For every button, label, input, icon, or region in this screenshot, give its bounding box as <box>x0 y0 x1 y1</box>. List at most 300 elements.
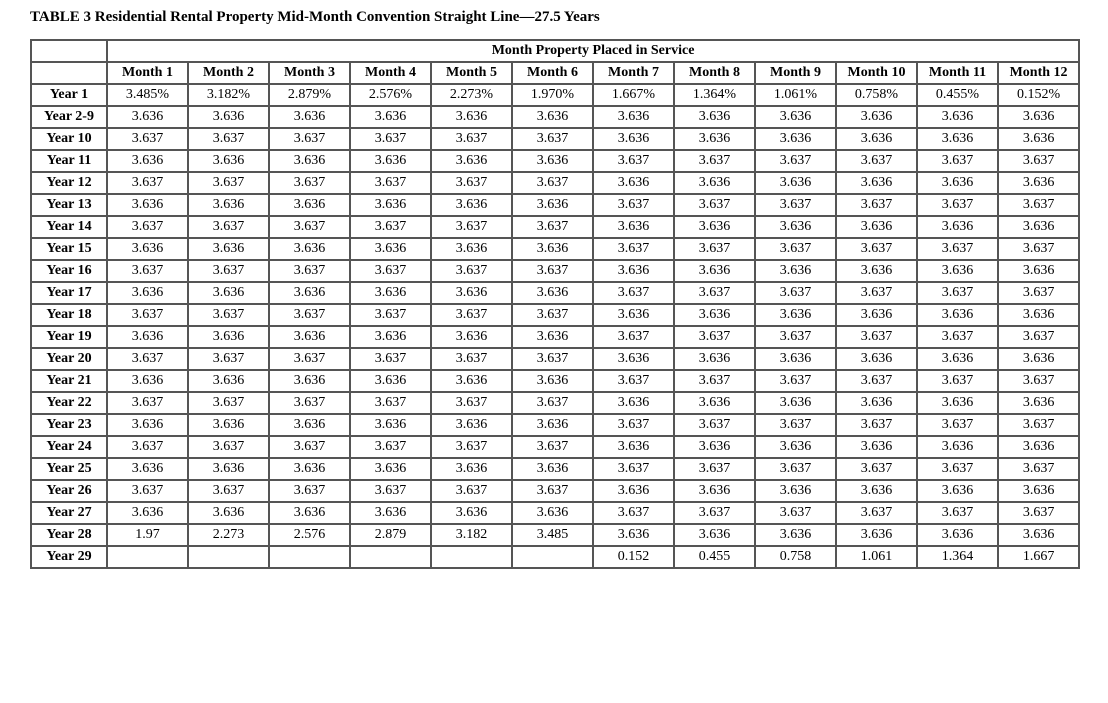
column-header: Month 1 <box>107 62 188 84</box>
table-cell: 3.636 <box>836 106 917 128</box>
table-cell: 3.636 <box>917 524 998 546</box>
table-cell: 3.636 <box>998 216 1079 238</box>
table-cell: 3.636 <box>512 282 593 304</box>
table-row <box>31 282 1079 304</box>
table-cell: 3.637 <box>269 172 350 194</box>
table-cell: 3.637 <box>188 392 269 414</box>
table-cell: 3.637 <box>512 128 593 150</box>
table-cell <box>350 546 431 568</box>
table-cell: 3.637 <box>431 172 512 194</box>
table-cell: 3.637 <box>836 150 917 172</box>
table-cell: 3.636 <box>188 502 269 524</box>
table-row <box>31 84 1079 106</box>
table-cell: 3.637 <box>998 194 1079 216</box>
table-cell: 3.636 <box>593 436 674 458</box>
table-cell: 3.636 <box>188 326 269 348</box>
table-cell: 3.637 <box>188 128 269 150</box>
table-row <box>31 370 1079 392</box>
table-row <box>31 238 1079 260</box>
table-cell: 3.636 <box>998 260 1079 282</box>
row-header: Year 27 <box>31 502 107 524</box>
table-cell: 3.637 <box>350 480 431 502</box>
table-cell: 3.636 <box>998 172 1079 194</box>
table-cell: 3.637 <box>269 480 350 502</box>
table-cell: 3.636 <box>107 106 188 128</box>
table-cell: 3.637 <box>593 238 674 260</box>
table-cell: 3.636 <box>350 238 431 260</box>
table-cell: 3.636 <box>917 106 998 128</box>
table-cell: 3.637 <box>431 392 512 414</box>
table-cell: 3.637 <box>836 370 917 392</box>
table-cell: 3.637 <box>917 502 998 524</box>
table-cell: 3.637 <box>188 216 269 238</box>
table-row <box>31 106 1079 128</box>
table-cell: 2.273% <box>431 84 512 106</box>
table-cell: 3.637 <box>269 436 350 458</box>
table-cell: 1.97 <box>107 524 188 546</box>
table-cell: 3.636 <box>431 458 512 480</box>
row-header: Year 25 <box>31 458 107 480</box>
table-cell: 3.637 <box>998 502 1079 524</box>
table-cell: 3.636 <box>593 348 674 370</box>
table-cell: 3.636 <box>593 304 674 326</box>
table-cell: 3.637 <box>350 260 431 282</box>
table-cell: 3.637 <box>512 348 593 370</box>
table-cell: 3.637 <box>593 150 674 172</box>
table-row <box>31 348 1079 370</box>
table-cell: 3.636 <box>269 458 350 480</box>
table-cell: 3.636 <box>188 458 269 480</box>
table-cell: 3.637 <box>755 458 836 480</box>
table-cell: 3.636 <box>998 348 1079 370</box>
table-cell: 3.637 <box>431 436 512 458</box>
table-cell: 3.637 <box>269 392 350 414</box>
table-cell <box>269 546 350 568</box>
table-cell: 3.636 <box>674 480 755 502</box>
table-cell: 3.636 <box>107 150 188 172</box>
table-cell: 3.182% <box>188 84 269 106</box>
table-cell: 3.636 <box>269 106 350 128</box>
table-cell: 3.485 <box>512 524 593 546</box>
row-header: Year 15 <box>31 238 107 260</box>
table-row <box>31 502 1079 524</box>
table-cell: 3.637 <box>188 436 269 458</box>
table-cell: 3.637 <box>674 282 755 304</box>
table-cell: 3.637 <box>998 150 1079 172</box>
row-header: Year 18 <box>31 304 107 326</box>
table-cell: 3.636 <box>107 238 188 260</box>
table-cell: 1.364% <box>674 84 755 106</box>
table-cell: 3.636 <box>674 524 755 546</box>
table-cell: 3.636 <box>512 194 593 216</box>
table-cell: 3.637 <box>674 458 755 480</box>
table-cell: 3.637 <box>431 260 512 282</box>
table-cell: 3.636 <box>674 348 755 370</box>
table-cell: 3.636 <box>188 150 269 172</box>
table-cell: 3.637 <box>512 304 593 326</box>
table-cell: 3.636 <box>431 238 512 260</box>
table-cell: 3.636 <box>836 260 917 282</box>
table-cell: 3.636 <box>431 150 512 172</box>
table-cell: 3.636 <box>755 480 836 502</box>
table-cell: 3.637 <box>593 370 674 392</box>
table-cell: 3.637 <box>593 326 674 348</box>
table-row <box>31 304 1079 326</box>
table-cell: 3.636 <box>350 370 431 392</box>
row-header: Year 2-9 <box>31 106 107 128</box>
table-cell: 3.636 <box>917 392 998 414</box>
column-header: Month 11 <box>917 62 998 84</box>
row-header: Year 21 <box>31 370 107 392</box>
table-cell: 3.637 <box>188 480 269 502</box>
table-cell: 1.364 <box>917 546 998 568</box>
table-row <box>31 216 1079 238</box>
table-cell: 3.636 <box>593 480 674 502</box>
table-cell: 3.636 <box>917 348 998 370</box>
table-row <box>31 326 1079 348</box>
table-cell: 3.636 <box>107 502 188 524</box>
table-cell: 3.182 <box>431 524 512 546</box>
table-cell: 3.637 <box>674 238 755 260</box>
table-cell: 2.576 <box>269 524 350 546</box>
row-header: Year 20 <box>31 348 107 370</box>
table-cell: 3.637 <box>107 260 188 282</box>
table-cell: 3.636 <box>917 128 998 150</box>
table-cell: 3.637 <box>431 348 512 370</box>
table-cell: 3.636 <box>674 260 755 282</box>
table-cell: 3.637 <box>107 348 188 370</box>
table-cell: 3.636 <box>593 524 674 546</box>
table-row <box>31 436 1079 458</box>
table-cell: 3.637 <box>998 414 1079 436</box>
table-row <box>31 260 1079 282</box>
depreciation-table <box>30 39 1080 569</box>
row-header: Year 26 <box>31 480 107 502</box>
table-cell: 3.636 <box>593 172 674 194</box>
table-cell: 3.637 <box>836 282 917 304</box>
row-header: Year 16 <box>31 260 107 282</box>
table-cell: 3.637 <box>269 348 350 370</box>
table-cell: 3.636 <box>836 480 917 502</box>
table-cell: 3.637 <box>512 436 593 458</box>
table-cell: 0.152 <box>593 546 674 568</box>
table-cell: 3.636 <box>431 370 512 392</box>
table-cell: 3.637 <box>188 348 269 370</box>
table-cell: 3.636 <box>350 414 431 436</box>
table-header <box>31 40 1079 84</box>
table-cell: 3.636 <box>593 106 674 128</box>
table-cell: 3.637 <box>755 238 836 260</box>
table-cell: 3.636 <box>107 282 188 304</box>
table-cell: 3.637 <box>431 304 512 326</box>
table-cell: 3.636 <box>836 304 917 326</box>
table-cell <box>107 546 188 568</box>
table-cell: 3.485% <box>107 84 188 106</box>
table-cell: 3.637 <box>269 128 350 150</box>
table-cell: 3.636 <box>998 128 1079 150</box>
table-cell: 3.636 <box>755 524 836 546</box>
table-cell: 3.636 <box>350 502 431 524</box>
table-cell: 3.637 <box>917 414 998 436</box>
table-cell: 3.636 <box>836 436 917 458</box>
table-cell: 3.637 <box>755 150 836 172</box>
table-cell: 3.637 <box>593 194 674 216</box>
table-cell: 3.637 <box>350 216 431 238</box>
table-cell: 3.637 <box>350 436 431 458</box>
table-cell: 3.636 <box>836 348 917 370</box>
table-cell: 3.636 <box>269 414 350 436</box>
table-cell: 3.636 <box>188 106 269 128</box>
table-cell: 2.273 <box>188 524 269 546</box>
table-cell: 3.636 <box>674 436 755 458</box>
table-cell: 3.637 <box>593 282 674 304</box>
table-cell: 3.636 <box>755 216 836 238</box>
month-header-row <box>31 62 1079 84</box>
table-cell: 3.636 <box>755 304 836 326</box>
column-header: Month 5 <box>431 62 512 84</box>
table-row <box>31 150 1079 172</box>
table-cell <box>431 546 512 568</box>
table-cell: 3.636 <box>917 304 998 326</box>
table-cell: 3.637 <box>674 326 755 348</box>
table-cell: 3.636 <box>998 524 1079 546</box>
table-cell: 3.636 <box>674 106 755 128</box>
table-cell: 3.636 <box>674 172 755 194</box>
column-header: Month 4 <box>350 62 431 84</box>
table-cell: 3.636 <box>512 106 593 128</box>
table-cell: 3.636 <box>512 502 593 524</box>
table-cell: 3.637 <box>674 150 755 172</box>
table-cell: 0.758% <box>836 84 917 106</box>
table-cell: 3.637 <box>755 414 836 436</box>
table-cell: 3.637 <box>755 370 836 392</box>
table-cell: 3.636 <box>350 458 431 480</box>
table-cell: 3.637 <box>107 480 188 502</box>
table-cell: 3.637 <box>674 502 755 524</box>
table-cell: 3.636 <box>917 172 998 194</box>
row-header: Year 29 <box>31 546 107 568</box>
table-cell: 0.152% <box>998 84 1079 106</box>
table-cell: 3.637 <box>755 194 836 216</box>
table-cell: 3.636 <box>350 106 431 128</box>
table-cell: 3.637 <box>269 216 350 238</box>
group-header: Month Property Placed in Service <box>107 40 1079 62</box>
column-header: Month 2 <box>188 62 269 84</box>
table-cell: 3.637 <box>512 172 593 194</box>
table-cell: 3.636 <box>431 502 512 524</box>
table-cell: 3.637 <box>350 392 431 414</box>
table-cell: 3.637 <box>836 194 917 216</box>
table-cell: 3.636 <box>836 216 917 238</box>
table-cell: 1.667 <box>998 546 1079 568</box>
table-cell: 3.636 <box>674 304 755 326</box>
table-cell: 3.636 <box>188 282 269 304</box>
table-cell: 3.637 <box>431 480 512 502</box>
table-cell: 3.637 <box>917 194 998 216</box>
table-cell: 3.637 <box>674 194 755 216</box>
table-cell: 3.636 <box>431 194 512 216</box>
row-header: Year 23 <box>31 414 107 436</box>
table-cell: 3.637 <box>107 128 188 150</box>
table-cell: 3.636 <box>350 150 431 172</box>
table-cell: 3.636 <box>917 436 998 458</box>
table-cell: 3.636 <box>998 480 1079 502</box>
table-cell: 3.637 <box>917 458 998 480</box>
column-header: Month 9 <box>755 62 836 84</box>
table-cell: 3.636 <box>755 392 836 414</box>
table-cell: 3.636 <box>593 392 674 414</box>
table-cell: 3.636 <box>674 216 755 238</box>
table-cell: 3.637 <box>512 480 593 502</box>
table-cell: 3.636 <box>593 216 674 238</box>
table-cell: 3.636 <box>269 370 350 392</box>
table-cell: 0.758 <box>755 546 836 568</box>
table-cell: 3.637 <box>836 326 917 348</box>
table-cell: 3.636 <box>755 172 836 194</box>
row-header: Year 12 <box>31 172 107 194</box>
table-cell: 3.636 <box>755 106 836 128</box>
table-row <box>31 172 1079 194</box>
table-row <box>31 524 1079 546</box>
table-cell: 3.636 <box>512 238 593 260</box>
table-cell: 3.636 <box>998 436 1079 458</box>
table-cell: 3.637 <box>512 392 593 414</box>
table-cell: 3.637 <box>431 128 512 150</box>
table-cell: 3.637 <box>593 502 674 524</box>
table-title: TABLE 3 Residential Rental Property Mid-Month Convention Straight Line—27.5 Years <box>30 9 600 25</box>
table-cell: 3.637 <box>755 502 836 524</box>
row-header: Year 17 <box>31 282 107 304</box>
table-cell: 0.455 <box>674 546 755 568</box>
row-header: Year 11 <box>31 150 107 172</box>
table-cell: 3.636 <box>431 326 512 348</box>
table-cell: 3.637 <box>431 216 512 238</box>
table-cell: 3.637 <box>512 216 593 238</box>
row-header: Year 28 <box>31 524 107 546</box>
table-cell: 3.636 <box>836 524 917 546</box>
table-cell: 3.637 <box>836 238 917 260</box>
row-header: Year 1 <box>31 84 107 106</box>
table-cell: 3.636 <box>269 238 350 260</box>
table-cell: 3.636 <box>755 348 836 370</box>
table-cell: 3.636 <box>188 370 269 392</box>
table-row <box>31 128 1079 150</box>
table-cell: 3.637 <box>998 326 1079 348</box>
table-cell: 3.636 <box>917 216 998 238</box>
table-cell: 3.637 <box>836 414 917 436</box>
table-cell: 3.637 <box>107 216 188 238</box>
table-cell: 3.637 <box>917 326 998 348</box>
column-header: Month 12 <box>998 62 1079 84</box>
group-header-row <box>31 40 1079 62</box>
table-cell: 3.636 <box>998 304 1079 326</box>
table-cell: 3.636 <box>107 370 188 392</box>
row-header: Year 14 <box>31 216 107 238</box>
table-cell: 3.637 <box>755 282 836 304</box>
table-cell <box>512 546 593 568</box>
table-cell: 1.667% <box>593 84 674 106</box>
table-cell: 3.636 <box>836 392 917 414</box>
table-cell: 3.636 <box>512 150 593 172</box>
table-cell: 3.637 <box>998 238 1079 260</box>
table-cell: 3.636 <box>269 326 350 348</box>
column-header: Month 8 <box>674 62 755 84</box>
table-cell: 3.637 <box>836 502 917 524</box>
table-cell: 3.636 <box>836 172 917 194</box>
table-cell: 3.637 <box>998 370 1079 392</box>
table-cell: 3.637 <box>269 304 350 326</box>
table-cell: 3.636 <box>269 282 350 304</box>
table-cell: 3.636 <box>755 260 836 282</box>
corner-cell <box>31 62 107 84</box>
table-cell: 3.636 <box>350 194 431 216</box>
table-body <box>31 84 1079 568</box>
table-cell: 2.879% <box>269 84 350 106</box>
column-header: Month 7 <box>593 62 674 84</box>
table-cell: 3.637 <box>593 414 674 436</box>
table-cell: 2.576% <box>350 84 431 106</box>
table-cell: 3.636 <box>755 436 836 458</box>
table-row <box>31 194 1079 216</box>
table-cell: 3.636 <box>188 194 269 216</box>
table-cell: 3.637 <box>674 370 755 392</box>
table-cell: 3.636 <box>512 414 593 436</box>
table-cell: 3.637 <box>674 414 755 436</box>
table-cell: 3.637 <box>188 260 269 282</box>
table-cell <box>188 546 269 568</box>
row-header: Year 13 <box>31 194 107 216</box>
table-cell: 3.637 <box>755 326 836 348</box>
table-cell: 3.636 <box>269 150 350 172</box>
table-cell: 3.636 <box>674 128 755 150</box>
row-header: Year 24 <box>31 436 107 458</box>
table-cell: 3.636 <box>269 502 350 524</box>
table-cell: 1.061 <box>836 546 917 568</box>
table-cell: 3.636 <box>593 260 674 282</box>
table-cell: 0.455% <box>917 84 998 106</box>
column-header: Month 6 <box>512 62 593 84</box>
table-cell: 3.637 <box>917 150 998 172</box>
table-cell: 3.637 <box>107 436 188 458</box>
table-row <box>31 392 1079 414</box>
table-cell: 3.636 <box>350 282 431 304</box>
table-cell: 3.637 <box>350 304 431 326</box>
table-cell: 3.636 <box>431 282 512 304</box>
table-cell: 3.637 <box>998 282 1079 304</box>
table-cell: 3.637 <box>512 260 593 282</box>
table-cell: 3.636 <box>836 128 917 150</box>
table-cell: 3.636 <box>998 392 1079 414</box>
table-cell: 3.637 <box>593 458 674 480</box>
table-row <box>31 546 1079 568</box>
corner-cell <box>31 40 107 62</box>
table-cell: 2.879 <box>350 524 431 546</box>
table-cell: 3.637 <box>350 348 431 370</box>
table-cell: 3.637 <box>188 172 269 194</box>
table-row <box>31 480 1079 502</box>
table-cell: 3.637 <box>107 304 188 326</box>
table-cell: 3.636 <box>107 414 188 436</box>
table-cell: 3.636 <box>512 326 593 348</box>
table-row <box>31 414 1079 436</box>
table-row <box>31 458 1079 480</box>
table-cell: 3.637 <box>188 304 269 326</box>
table-cell: 3.637 <box>350 172 431 194</box>
table-cell: 3.636 <box>998 106 1079 128</box>
row-header: Year 10 <box>31 128 107 150</box>
column-header: Month 10 <box>836 62 917 84</box>
row-header: Year 19 <box>31 326 107 348</box>
